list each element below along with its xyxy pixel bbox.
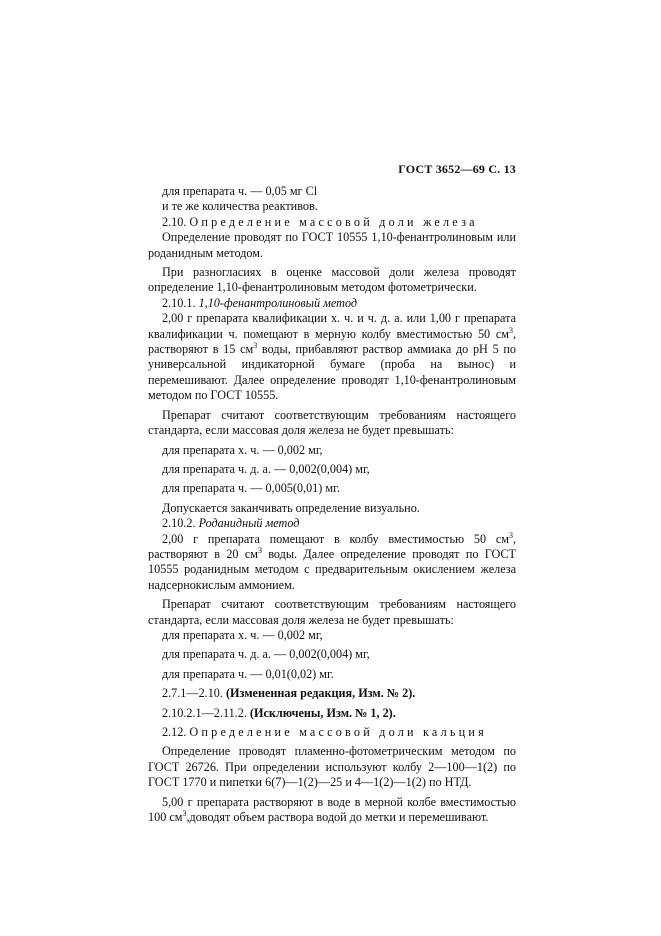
paragraph: для препарата ч. — 0,05 мг Cl [162, 184, 318, 198]
text-run: 5,00 г препарата растворяют в воде в мерной колбе вместимостью 100 см [148, 794, 516, 825]
paragraph: Допускается заканчивать определение визуально. [162, 500, 420, 515]
paragraph [148, 795, 516, 826]
list-item: для препарата х. ч. — 0,002 мг, [162, 627, 323, 642]
section-title: 1,10-фенантролиновый метод [198, 295, 358, 310]
section-number: 2.10.2. [162, 516, 199, 531]
section-title: Роданидный метод [198, 516, 300, 531]
text-run: ,доводят объем раствора водой до метки и перемешивают. [186, 810, 489, 825]
page-header: ГОСТ 3652—69 С. 13 [398, 162, 516, 176]
paragraph: Препарат считают соответствующим требованиям настоящего стандарта, если массовая доля железа не будет превышать: [148, 407, 516, 438]
paragraph: и те же количества реактивов. [162, 199, 318, 214]
superscript: 3 [182, 809, 187, 819]
section-title: Определение массовой доли железа [189, 214, 478, 229]
superscript: 3 [508, 325, 513, 335]
list-item: для препарата ч. — 0,01(0,02) мг. [162, 666, 334, 681]
section-heading [148, 215, 516, 230]
paragraph: Препарат считают соответствующим требованиям настоящего стандарта, если массовая доля железа не будет превышать: [148, 597, 516, 627]
superscript: 3 [253, 341, 258, 351]
amendment-note [148, 686, 516, 701]
list-item: для препарата ч. — 0,005(0,01) мг. [162, 481, 340, 496]
amendment-text: (Исключены, Изм. № 1, 2). [249, 705, 396, 720]
paragraph: Определение проводят по ГОСТ 10555 1,10-фенантролиновым или роданидным методом. [148, 230, 516, 260]
text-run: 2,00 г препарата помещают в колбу вместимостью 50 см [162, 531, 509, 546]
text-run: воды. Далее определение проводят по ГОСТ 10555 роданидным методом с предварительным окислением железа надсернокислым аммонием. [148, 546, 516, 592]
section-number: 2.10.1. [162, 295, 199, 310]
paragraph [148, 532, 516, 594]
paragraph [148, 311, 516, 403]
section-title: Определение массовой доли кальция [189, 725, 487, 739]
list-item: для препарата ч. д. а. — 0,002(0,004) мг, [162, 647, 370, 662]
list-item: для препарата ч. д. а. — 0,002(0,004) мг, [162, 461, 370, 476]
subsection-heading [148, 516, 516, 531]
text-run: , растворяют в 15 см [148, 326, 516, 357]
superscript: 3 [508, 530, 513, 540]
paragraph: Определение проводят пламенно-фотометрическим методом по ГОСТ 26726. При определении используют колбу 2—100—1(2) по ГОСТ 1770 и пипетки 6(7)—1(2)—25 и 4—1(2)—1(2) по НТД. [148, 744, 516, 790]
text-run: 2,00 г препарата квалификации х. ч. и ч. д. а. или 1,00 г препарата квалификации ч. помещают в мерную колбу вместимостью 50 см [148, 311, 516, 341]
section-number: 2.10. [162, 214, 190, 229]
subsection-heading [148, 296, 516, 311]
amendment-note [148, 706, 516, 721]
list-item: для препарата х. ч. — 0,002 мг, [162, 442, 323, 457]
superscript: 3 [257, 545, 262, 555]
paragraph: При разногласиях в оценке массовой доли железа проводят определение 1,10-фенантролиновым методом фотометрически. [148, 265, 516, 295]
section-number: 2.10.2.1—2.11.2. [162, 705, 250, 720]
section-number: 2.12. [162, 725, 190, 739]
section-number: 2.7.1—2.10. [162, 686, 226, 701]
text-run: воды, прибавляют раствор аммиака до pH 5 по универсальной индикаторной бумаге (проба на вынос) и перемешивают. Далее определение проводят 1,10-фенантролиновым методом по ГОСТ 10555. [148, 342, 516, 403]
amendment-text: (Измененная редакция, Изм. № 2). [225, 686, 416, 701]
section-heading [148, 725, 516, 740]
text-run: , растворяют в 20 см [148, 531, 516, 561]
document-body [148, 184, 516, 825]
